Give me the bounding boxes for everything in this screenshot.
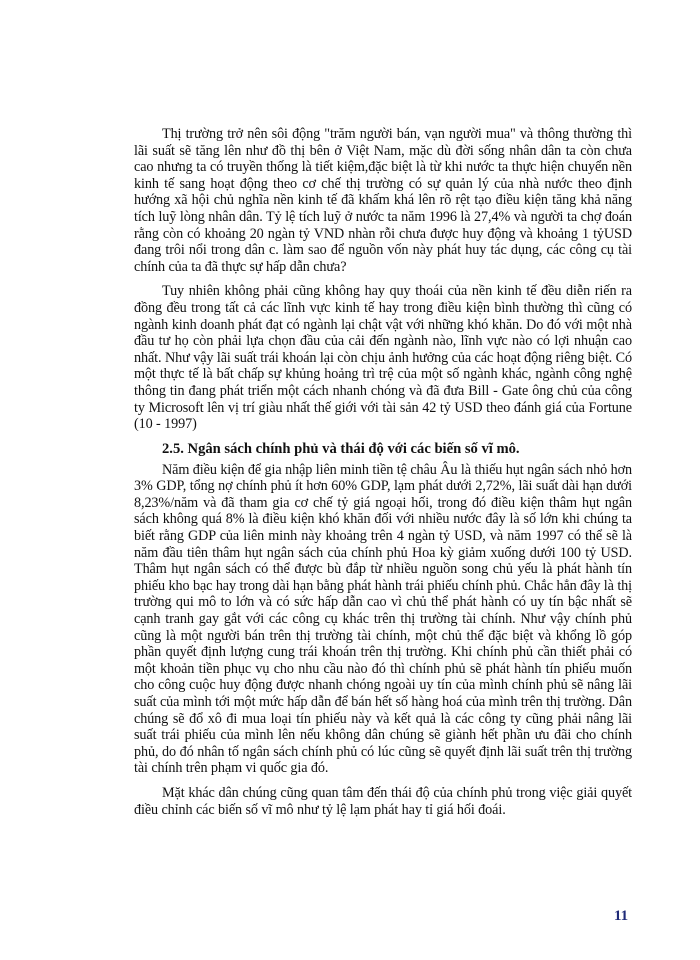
paragraph-macro-variables: Mặt khác dân chúng cũng quan tâm đến thái độ của chính phủ trong việc giải quyết điều chỉnh các biến số vĩ mô như tỷ lệ lạm phát hay tỉ giá hối đoái. [134, 784, 632, 818]
paragraph-government-budget: Năm điều kiện để gia nhập liên minh tiền tệ châu Âu là thiếu hụt ngân sách nhỏ hơn 3% GDP, tổng nợ chính phủ ít hơn 60% GDP, lạm phát dưới 2,72%, lãi suất dài hạn dưới 8,23%/năm và đã tham gia cơ chế tỷ giá ngoại hối, trong đó điều kiện thâm hụt ngân sách không quá 8% là điều kiện khó khăn đối với nhiều nước đây là số lớn khi chúng ta biết rằng GDP của liên minh này khoảng trên 4 ngàn tỷ USD, và năm 1997 có thể sẽ là năm đầu tiên thâm hụt ngân sách của chính phủ Hoa kỳ giảm xuống dưới 100 tỷ USD. Thâm hụt ngân sách có thể được bù đắp từ nhiều nguồn song chủ yếu là phát hành tín phiếu kho bạc hay trong dài hạn bằng phát hành trái phiếu chính phủ. Chắc hẳn đây là thị trường qui mô to lớn và có sức hấp dẫn cao vì chủ thể phát hành có uy tín bậc nhất sẽ cạnh tranh gay gắt với các công cụ khác trên thị trường tài chính. Như vậy chính phủ cũng là một người bán trên thị trường tài chính, một chủ thể đặc biệt và khổng lồ góp phần quyết định lượng cung trái khoán trên thị trường. Khi chính phủ cần thiết phải có một khoản tiền phục vụ cho nhu cầu nào đó thì chính phủ sẽ phát hành tín phiếu muốn cho công cuộc huy động được nhanh chóng ngoài uy tín của mình chính phủ sẽ nâng lãi suất của mình tới một mức hấp dẫn để bán hết số hàng hoá của mình trên thị trường. Dân chúng sẽ đổ xô đi mua loại tín phiếu này và kết quả là các công ty cũng phải nâng lãi suất trái phiếu của mình lên nếu không dân chúng sẽ giành hết phần ưu đãi cho chính phủ, do đó nhân tố ngân sách chính phủ có lúc cũng sẽ quyết định lãi suất trên thị trường tài chính trên phạm vi quốc gia đó. [134, 461, 632, 777]
paragraph-sector-differences: Tuy nhiên không phải cũng không hay quy thoái của nền kinh tế đều diễn riến ra đồng đều trong tất cả các lĩnh vực kinh tế hay trong điều kiện bình thường thì cũng có ngành kinh doanh phát đạt có ngành lại chật vật với những khó khăn. Do đó với một nhà đầu tư họ còn phải lựa chọn đầu của cải đến ngành nào, lĩnh vực nào có lợi nhuận cao nhất. Như vậy lãi suất trái khoán lại còn chịu ảnh hưởng của các hoạt động riêng biệt. Có một thực tế là bất chấp sự khủng hoảng trì trệ của một số ngành khác, ngành công nghệ thông tin đang phát triển một cách nhanh chóng và đã đưa Bill - Gate ông chủ của công ty Microsoft lên vị trí giàu nhất thế giới với tài sản 42 tỷ USD theo đánh giá của Fortune (10 - 1997) [134, 283, 632, 433]
page-number: 11 [614, 908, 629, 924]
page-content [134, 126, 632, 826]
section-heading: 2.5. Ngân sách chính phủ và thái độ với các biến số vĩ mô. [162, 440, 520, 457]
paragraph-market-savings: Thị trường trở nên sôi động "trăm người bán, vạn người mua" và thông thường thì lãi suất sẽ tăng lên như đồ thị bên ở Việt Nam, mặc dù đời sống nhân dân ta còn chưa cao nhưng ta có truyền thống là tiết kiệm,đặc biệt là từ khi nước ta thực hiện chuyển nền kinh tế sang hoạt động theo cơ chế thị trường có sự quản lý của nhà nước theo định hướng xã hội chủ nghĩa nền kinh tế đã khấm khá lên rõ rệt tạo điều kiện tăng khả năng tích luỹ lòng nhân dân. Tỷ lệ tích luỹ ở nước ta năm 1996 là 27,4% và người ta chợ đoán rằng còn có khoảng 20 ngàn tỷ VND nhàn rỗi chưa được huy động và khoảng 1 tỷUSD đang trôi nổi trong dân c. làm sao để nguồn vốn này phát huy tác dụng, các công cụ tài chính của ta đã thực sự hấp dẫn chưa? [134, 126, 632, 275]
